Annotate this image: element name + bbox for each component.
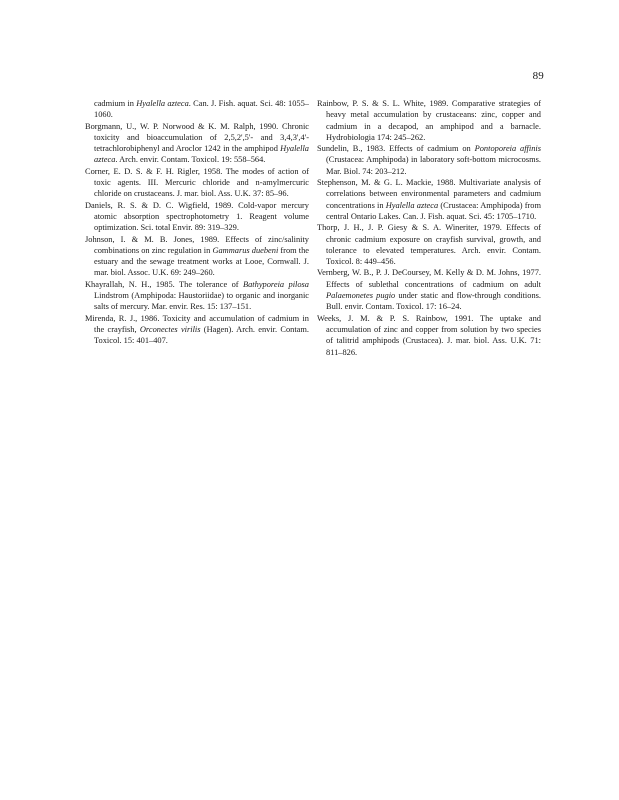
reference-entry: Borgmann, U., W. P. Norwood & K. M. Ralph, 1990. Chronic toxicity and bioaccumulation of 2,5,2',5'- and 3,4,3',4'-tetrachlorobiphenyl and Aroclor 1242 in the amphipod Hyalella azteca. Arch. envir. Contam. Toxicol. 19: 558–564. (85, 121, 309, 165)
references-right-column (317, 98, 541, 358)
reference-entry: Sundelin, B., 1983. Effects of cadmium on Pontoporeia affinis (Crustacea: Amphipoda) in laboratory soft-bottom microcosms. Mar. Biol. 74: 203–212. (317, 144, 541, 176)
page-number: 89 (532, 70, 544, 82)
species-name: Pontoporeia affinis (474, 144, 541, 154)
species-name: Bathyporeia pilosa (243, 279, 309, 289)
species-name: Hyalella azteca (136, 99, 189, 108)
reference-entry: Mirenda, R. J., 1986. Toxicity and accumulation of cadmium in the crayfish, Orconectes virilis (Hagen). Arch. envir. Contam. Toxicol. 15: 401–407. (85, 313, 309, 346)
reference-entry: Khayrallah, N. H., 1985. The tolerance of Bathyporeia pilosa Lindstrom (Amphipoda: Haustoriidae) to organic and inorganic salts of mercury. Mar. envir. Res. 15: 137–151. (85, 279, 309, 312)
species-name: Hyalella azteca (385, 200, 439, 210)
reference-entry: cadmium in Hyalella azteca. Can. J. Fish. aquat. Sci. 48: 1055–1060. (94, 99, 309, 120)
species-name: Palaemonetes pugio (326, 291, 396, 301)
references-left-column (85, 98, 309, 347)
reference-entry: Weeks, J. M. & P. S. Rainbow, 1991. The uptake and accumulation of zinc and copper from solution by two species of talitrid amphipods (Crustacea). J. mar. biol. Ass. U.K. 71: 811–826. (317, 313, 541, 357)
reference-entry: Stephenson, M. & G. L. Mackie, 1988. Multivariate analysis of correlations between environmental parameters and cadmium concentrations in Hyalella azteca (Crustacea: Amphipoda) from central Ontario Lakes. Can. J. Fish. aquat. Sci. 45: 1705–1710. (317, 178, 541, 221)
reference-entry: Thorp, J. H., J. P. Giesy & S. A. Wineriter, 1979. Effects of chronic cadmium exposure on crayfish survival, growth, and tolerance to elevated temperatures. Arch. envir. Contam. Toxicol. 8: 449–456. (317, 223, 541, 267)
reference-entry: Johnson, I. & M. B. Jones, 1989. Effects of zinc/salinity combinations on zinc regulation in Gammarus duebeni from the estuary and the sewage treatment works at Looe, Cornwall. J. mar. biol. Assoc. U.K. 69: 249–260. (85, 234, 309, 278)
species-name: Hyalella azteca (94, 144, 309, 165)
species-name: Gammarus duebeni (212, 245, 279, 255)
reference-entry: Rainbow, P. S. & S. L. White, 1989. Comparative strategies of heavy metal accumulation by crustaceans: zinc, copper and cadmium in a decapod, an amphipod and a barnacle. Hydrobiologia 174: 245–262. (317, 99, 541, 142)
reference-entry: Daniels, R. S. & D. C. Wigfield, 1989. Cold-vapor mercury atomic absorption spectrophotometry 1. Reagent volume optimization. Sci. total Envir. 89: 319–329. (85, 200, 309, 233)
species-name: Orconectes virilis (139, 324, 201, 334)
reference-entry: Vernberg, W. B., P. J. DeCoursey, M. Kelly & D. M. Johns, 1977. Effects of sublethal concentrations of cadmium on adult Palaemonetes pugio under static and flow-through conditions. Bull. envir. Contam. Toxicol. 17: 16–24. (317, 268, 541, 312)
reference-entry: Corner, E. D. S. & F. H. Rigler, 1958. The modes of action of toxic agents. III. Mercuric chloride and n-amylmercuric chloride on crustaceans. J. mar. biol. Ass. U.K. 37: 85–96. (85, 166, 309, 199)
